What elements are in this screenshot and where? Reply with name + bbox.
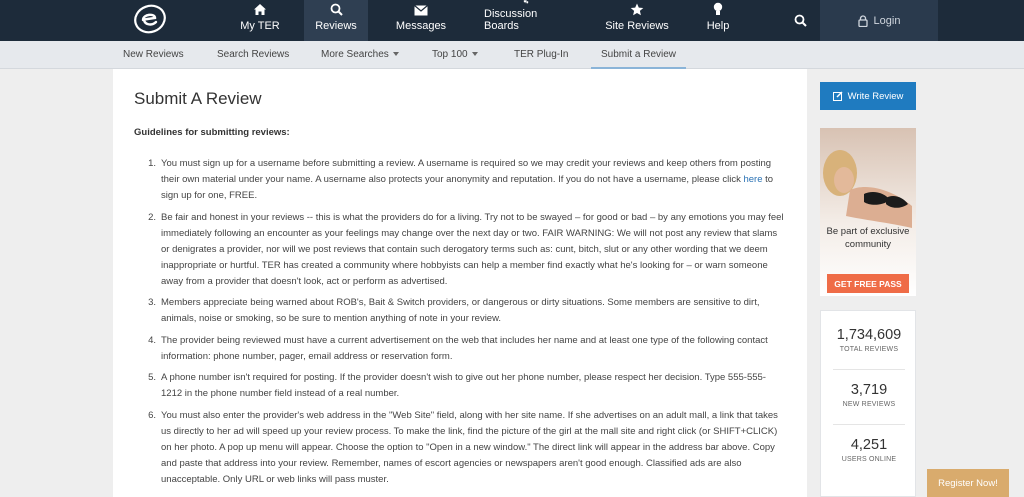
guideline-item xyxy=(134,295,784,327)
nav-messages[interactable] xyxy=(394,0,448,41)
subnav-ter-plug-in[interactable]: TER Plug-In xyxy=(514,49,569,60)
guideline-text: The provider being reviewed must have a current advertisement on the web that includes her name and at least one type of the following contact information: phone number, pager, email address or reservation form. xyxy=(161,334,768,362)
stat-new-reviews xyxy=(821,382,917,408)
top-nav-bar xyxy=(0,0,1024,41)
guideline-text: Members appreciate being warned about ROB's, Bait & Switch providers, or dangerous or dirty situations. Some members are sensitive to dirt, animals, noise or smoking, so be sure to mention anything of note in your review. xyxy=(161,297,760,324)
guideline-text-part: You must sign up for a username before submitting a review. A username is required so we may credit your reviews and keep others from posting their own material under your name. A username also protects your anonymity and reputation. If you do not have a username, please click xyxy=(161,158,772,185)
page-title: Submit A Review xyxy=(134,89,262,108)
chevron-down-icon xyxy=(472,52,478,56)
guideline-number: 5. xyxy=(148,372,156,383)
nav-discussion-boards[interactable] xyxy=(484,0,568,41)
sub-nav-bar xyxy=(0,41,1024,69)
stat-value: 4,251 xyxy=(850,437,888,453)
stat-users-online xyxy=(821,437,917,463)
ad-text: Be part of exclusive community xyxy=(826,226,910,250)
lightbulb-icon xyxy=(713,2,723,16)
guideline-item xyxy=(134,210,784,290)
nav-messages-label: Messages xyxy=(395,20,447,32)
guideline-text xyxy=(161,156,784,204)
site-stats-panel xyxy=(820,310,916,497)
guideline-number: 3. xyxy=(148,297,156,308)
guideline-text: Be fair and honest in your reviews -- this is what the providers do for a living. Try not to be swayed – for good or bad – by any emotions you may feel immediately following an encounter as your feelings may change over the next day or two. FAIR WARNING: We will not post any review that slams or denigrates a provider, nor will we post reviews that contain such derogatory terms such as: cunt, bitch, slut or any other wording that we deem inappropriate or hurtful. TER has created a community where hobbyists can help a member find exactly what he's looking for – or warn someone away from a provider that doesn't look, act or perform as advertised. xyxy=(161,211,784,287)
subnav-submit-a-review[interactable]: Submit a Review xyxy=(591,41,686,69)
guideline-item xyxy=(134,156,784,204)
write-review-label: Write Review xyxy=(847,90,904,102)
login-label: Login xyxy=(873,14,901,27)
guideline-text-part: to sign up for one, FREE. xyxy=(161,174,774,201)
guidelines-heading: Guidelines for submitting reviews: xyxy=(134,127,290,138)
subnav-top-100[interactable] xyxy=(432,41,478,69)
guideline-item xyxy=(134,333,784,365)
nav-help-label: Help xyxy=(706,20,730,32)
stat-value: 1,734,609 xyxy=(836,327,902,343)
guideline-item xyxy=(134,370,784,402)
ter-logo-icon[interactable] xyxy=(133,4,167,34)
guideline-item xyxy=(134,408,784,488)
nav-reviews[interactable] xyxy=(304,0,368,41)
nav-my-ter[interactable] xyxy=(236,0,284,41)
stat-total-reviews xyxy=(821,327,917,353)
login-button[interactable] xyxy=(820,0,938,41)
guideline-number: 2. xyxy=(148,211,156,223)
divider xyxy=(833,424,905,425)
main-content xyxy=(113,69,807,497)
envelope-icon xyxy=(414,5,428,16)
nav-discussion-boards-label: Discussion Boards xyxy=(484,8,538,32)
search-icon xyxy=(330,3,343,16)
stat-label: TOTAL REVIEWS xyxy=(839,346,899,353)
subnav-search-reviews[interactable]: Search Reviews xyxy=(217,49,290,60)
subnav-new-reviews[interactable]: New Reviews xyxy=(123,49,184,60)
nav-site-reviews-label: Site Reviews xyxy=(605,20,669,32)
lock-icon xyxy=(858,15,868,27)
get-free-pass-button[interactable]: GET FREE PASS xyxy=(827,274,909,293)
guideline-number: 4. xyxy=(148,334,156,346)
signup-here-link[interactable]: here xyxy=(743,174,763,185)
chevron-down-icon xyxy=(393,52,399,56)
write-review-button[interactable] xyxy=(820,82,916,110)
stat-value: 3,719 xyxy=(850,382,888,398)
guideline-text: A phone number isn't required for posting. If the provider doesn't wish to give out her phone number, please respect her decision. Type 555-555-1212 in the phone number field instead of a real number. xyxy=(161,372,766,399)
register-now-button[interactable]: Register Now! xyxy=(927,469,1009,497)
guideline-number: 1. xyxy=(148,158,156,169)
stat-label: NEW REVIEWS xyxy=(842,401,896,408)
nav-my-ter-label: My TER xyxy=(240,20,280,32)
search-icon xyxy=(794,14,807,27)
nav-site-reviews[interactable] xyxy=(604,0,670,41)
nav-reviews-label: Reviews xyxy=(315,20,357,32)
home-icon xyxy=(253,3,267,16)
edit-icon xyxy=(833,91,843,101)
guideline-number: 6. xyxy=(148,409,156,421)
nav-help[interactable] xyxy=(702,0,734,41)
global-search-button[interactable] xyxy=(782,0,818,41)
subnav-more-searches[interactable] xyxy=(321,41,399,69)
guideline-text: You must also enter the provider's web address in the "Web Site" field, along with her site name. If she advertises on an adult mall, a link that takes us directly to her ad will speed up your review process. To make the link, find the picture of the girl at the mall site and right click (or SHIFT+CLICK) on her photo. A pop up menu will appear. Choose the option to "Open in a new window." The direct link will appear in the address bar above. Copy and paste that address into your review. Remember, names of escort agencies or newspapers aren't good enough. Classified ads are also unacceptable. Only URL or web links will pass muster. xyxy=(161,409,778,485)
subnav-top-100-label: Top 100 xyxy=(432,49,468,60)
subnav-more-searches-label: More Searches xyxy=(321,49,389,60)
divider xyxy=(833,369,905,370)
ad-photo xyxy=(820,128,916,296)
chat-bubbles-icon xyxy=(518,0,534,4)
star-icon xyxy=(630,3,644,16)
sidebar-ad[interactable] xyxy=(820,128,916,296)
guidelines-list xyxy=(134,156,784,493)
stat-label: USERS ONLINE xyxy=(841,456,897,463)
